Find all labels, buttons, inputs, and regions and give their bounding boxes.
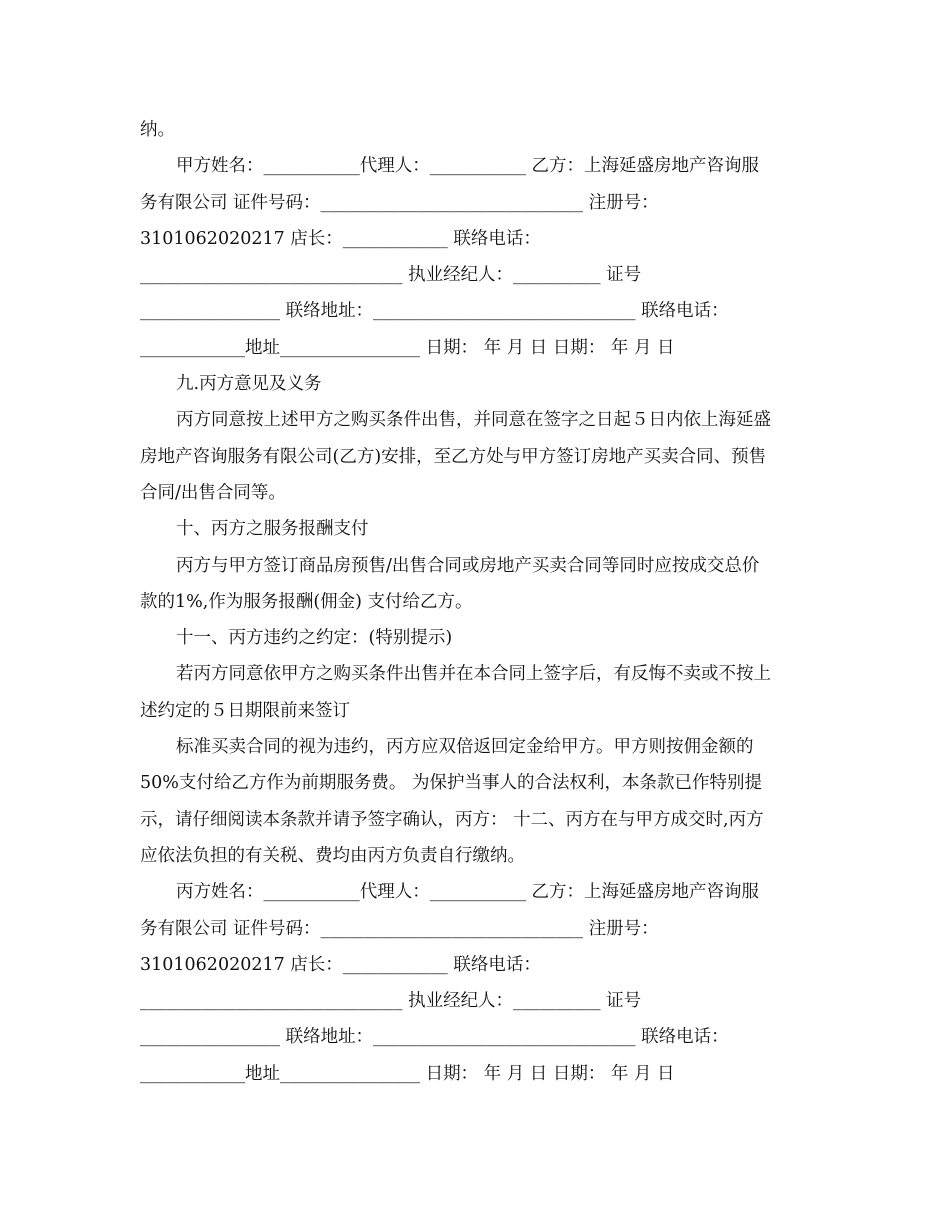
document-body bbox=[140, 112, 812, 1092]
document-line: ____________地址________________ 日期： 年 月 日 日期： 年 月 日 bbox=[140, 337, 675, 358]
document-line: 标准买卖合同的视为违约，丙方应双倍返回定金给甲方。甲方则按佣金额的 bbox=[176, 737, 754, 758]
document-line: 丙方同意按上述甲方之购买条件出售，并同意在签字之日起５日内依上海延盛 bbox=[176, 410, 771, 431]
document-line: 务有限公司 证件号码：______________________________ 注册号： bbox=[140, 918, 659, 939]
document-line: 丙方与甲方签订商品房预售/出售合同或房地产买卖合同等同时应按成交总价 bbox=[176, 555, 760, 576]
document-line: 纳。 bbox=[140, 120, 175, 140]
document-line: 50%支付给乙方作为前期服务费。 为保护当事人的合法权利，本条款已作特别提 bbox=[140, 773, 762, 794]
document-line: 丙方姓名：___________代理人：___________ 乙方：上海延盛房地产咨询服 bbox=[176, 882, 760, 903]
document-line: 3101062020217 店长：____________ 联络电话： bbox=[140, 954, 541, 975]
document-line: 十、丙方之服务报酬支付 bbox=[176, 519, 369, 540]
document-line: ________________ 联络地址：______________________________ 联络电话： bbox=[140, 1027, 729, 1048]
document-line: 述约定的５日期限前来签订 bbox=[140, 700, 350, 721]
document-line: ______________________________ 执业经纪人：__________ 证号 bbox=[140, 991, 642, 1012]
document-line: 应依法负担的有关税、费均由丙方负责自行缴纳。 bbox=[140, 845, 525, 866]
document-line: 3101062020217 店长：____________ 联络电话： bbox=[140, 228, 541, 249]
document-line: 十一、丙方违约之约定：(特别提示) bbox=[176, 628, 453, 649]
document-line: 甲方姓名：___________代理人：___________ 乙方：上海延盛房地产咨询服 bbox=[176, 156, 760, 177]
document-line: 九.丙方意见及义务 bbox=[176, 374, 322, 395]
document-line: 务有限公司 证件号码：______________________________ 注册号： bbox=[140, 192, 659, 213]
document-line: 示，请仔细阅读本条款并请予签字确认，丙方： 十二、丙方在与甲方成交时,丙方 bbox=[140, 809, 764, 830]
document-line: ____________地址________________ 日期： 年 月 日 日期： 年 月 日 bbox=[140, 1063, 675, 1084]
document-line: 款的1%,作为服务报酬(佣金) 支付给乙方。 bbox=[140, 591, 473, 612]
document-line: 若丙方同意依甲方之购买条件出售并在本合同上签字后，有反悔不卖或不按上 bbox=[176, 664, 771, 685]
document-line: ______________________________ 执业经纪人：__________ 证号 bbox=[140, 265, 642, 286]
document-line: ________________ 联络地址：______________________________ 联络电话： bbox=[140, 301, 729, 322]
document-line: 合同/出售合同等。 bbox=[140, 482, 286, 503]
document-line: 房地产咨询服务有限公司(乙方)安排，至乙方处与甲方签订房地产买卖合同、预售 bbox=[140, 446, 767, 467]
